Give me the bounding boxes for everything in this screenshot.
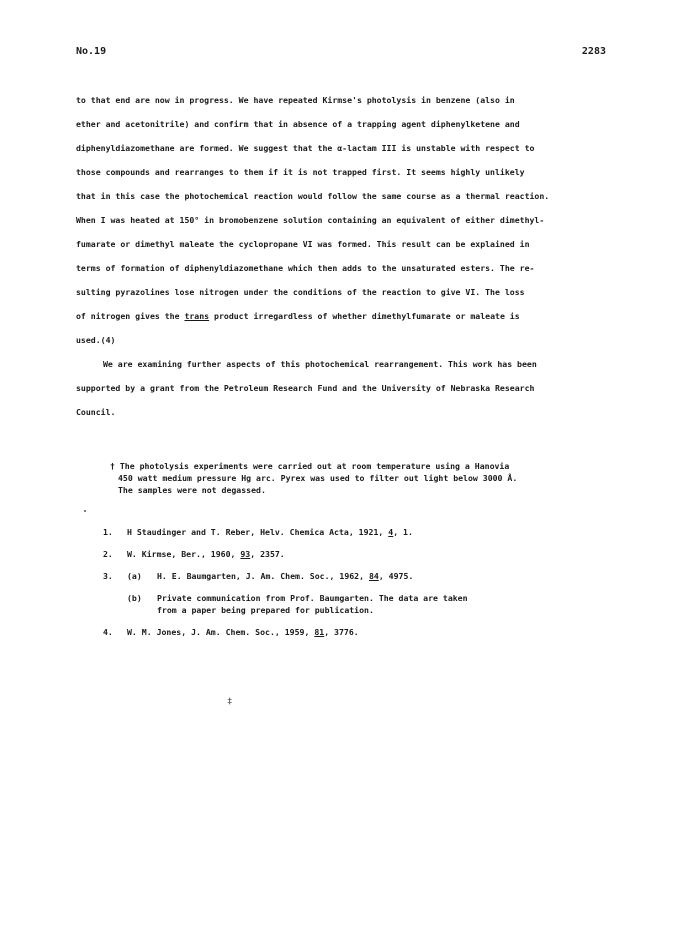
reference-item xyxy=(103,548,603,560)
text-run: W. Kirmse, Ber., 1960, xyxy=(127,549,241,559)
volume-number: 93 xyxy=(240,549,251,559)
footnote-line: The samples were not degassed. xyxy=(118,485,266,495)
volume-number: 4 xyxy=(388,527,394,537)
reference-number: 1. xyxy=(103,527,113,537)
stray-dot xyxy=(84,510,86,512)
text-run: product irregardless of whether dimethylfumarate or maleate is xyxy=(209,311,520,321)
journal-number: No.19 xyxy=(76,46,107,57)
sub-reference-label: (b) xyxy=(127,593,142,603)
page-number: 2283 xyxy=(581,46,606,57)
text-run: of nitrogen gives the xyxy=(76,311,185,321)
paragraph-2-line: Council. xyxy=(76,407,116,417)
sub-reference-label: (a) xyxy=(127,571,142,581)
body-line: diphenyldiazomethane are formed. We suggest that the α-lactam III is unstable with respect to xyxy=(76,143,535,153)
text-run: , 4975. xyxy=(378,571,414,581)
reference-item xyxy=(103,626,603,638)
body-line: ether and acetonitrile) and confirm that in absence of a trapping agent diphenylketene and xyxy=(76,119,520,129)
text-run: W. M. Jones, J. Am. Chem. Soc., 1959, xyxy=(127,627,315,637)
text-run: , 1. xyxy=(393,527,413,537)
body-line: When I was heated at 150° in bromobenzene solution containing an equivalent of either dimethyl- xyxy=(76,215,545,225)
reference-number-spacer xyxy=(103,592,127,604)
reference-item xyxy=(103,526,603,538)
reference-number: 2. xyxy=(103,549,113,559)
text-run: H. E. Baumgarten, J. Am. Chem. Soc., 1962, xyxy=(157,571,369,581)
body-line: fumarate or dimethyl maleate the cyclopropane VI was formed. This result can be explained in xyxy=(76,239,530,249)
reference-item xyxy=(103,570,603,582)
body-line: to that end are now in progress. We have repeated Kirmse's photolysis in benzene (also in xyxy=(76,95,515,105)
text-run: H Staudinger and T. Reber, Helv. Chemica Acta, 1921, xyxy=(127,527,389,537)
body-line: used.(4) xyxy=(76,335,116,345)
body-line: sulting pyrazolines lose nitrogen under the conditions of the reaction to give VI. The loss xyxy=(76,287,525,297)
stray-mark: ‡ xyxy=(227,697,233,707)
underlined-trans: trans xyxy=(184,311,210,321)
reference-item xyxy=(103,592,603,604)
volume-number: 81 xyxy=(314,627,325,637)
reference-text xyxy=(127,548,285,560)
volume-number: 84 xyxy=(368,571,379,581)
reference-text: from a paper being prepared for publication. xyxy=(157,605,374,615)
text-run: , 3776. xyxy=(324,627,359,637)
reference-item-continuation xyxy=(103,604,603,616)
text-run: The photolysis experiments were carried out at room temperature using a Hanovia xyxy=(114,461,510,471)
dagger-symbol: † xyxy=(110,461,115,471)
paragraph-2-line: supported by a grant from the Petroleum Research Fund and the University of Nebraska Research xyxy=(76,383,535,393)
reference-text xyxy=(157,570,413,582)
body-line xyxy=(76,304,616,328)
reference-list xyxy=(103,526,603,648)
paragraph-2-line: We are examining further aspects of this photochemical rearrangement. This work has been xyxy=(103,359,537,369)
footnote-line: 450 watt medium pressure Hg arc. Pyrex was used to filter out light below 3000 Å. xyxy=(118,473,518,483)
reference-text: Private communication from Prof. Baumgarten. The data are taken xyxy=(157,593,468,603)
body-text xyxy=(76,88,616,424)
body-line: those compounds and rearranges to them if it is not trapped first. It seems highly unlikely xyxy=(76,167,525,177)
text-run: , 2357. xyxy=(250,549,285,559)
reference-text xyxy=(127,626,359,638)
footnote-line xyxy=(110,460,598,472)
reference-number: 4. xyxy=(103,627,113,637)
reference-text xyxy=(127,526,413,538)
reference-number: 3. xyxy=(103,571,113,581)
body-line: terms of formation of diphenyldiazomethane which then adds to the unsaturated esters. The re- xyxy=(76,263,535,273)
label-spacer xyxy=(127,604,157,616)
body-line: that in this case the photochemical reaction would follow the same course as a thermal reaction. xyxy=(76,191,550,201)
reference-number-spacer xyxy=(103,604,127,616)
dagger-footnote xyxy=(110,460,598,496)
